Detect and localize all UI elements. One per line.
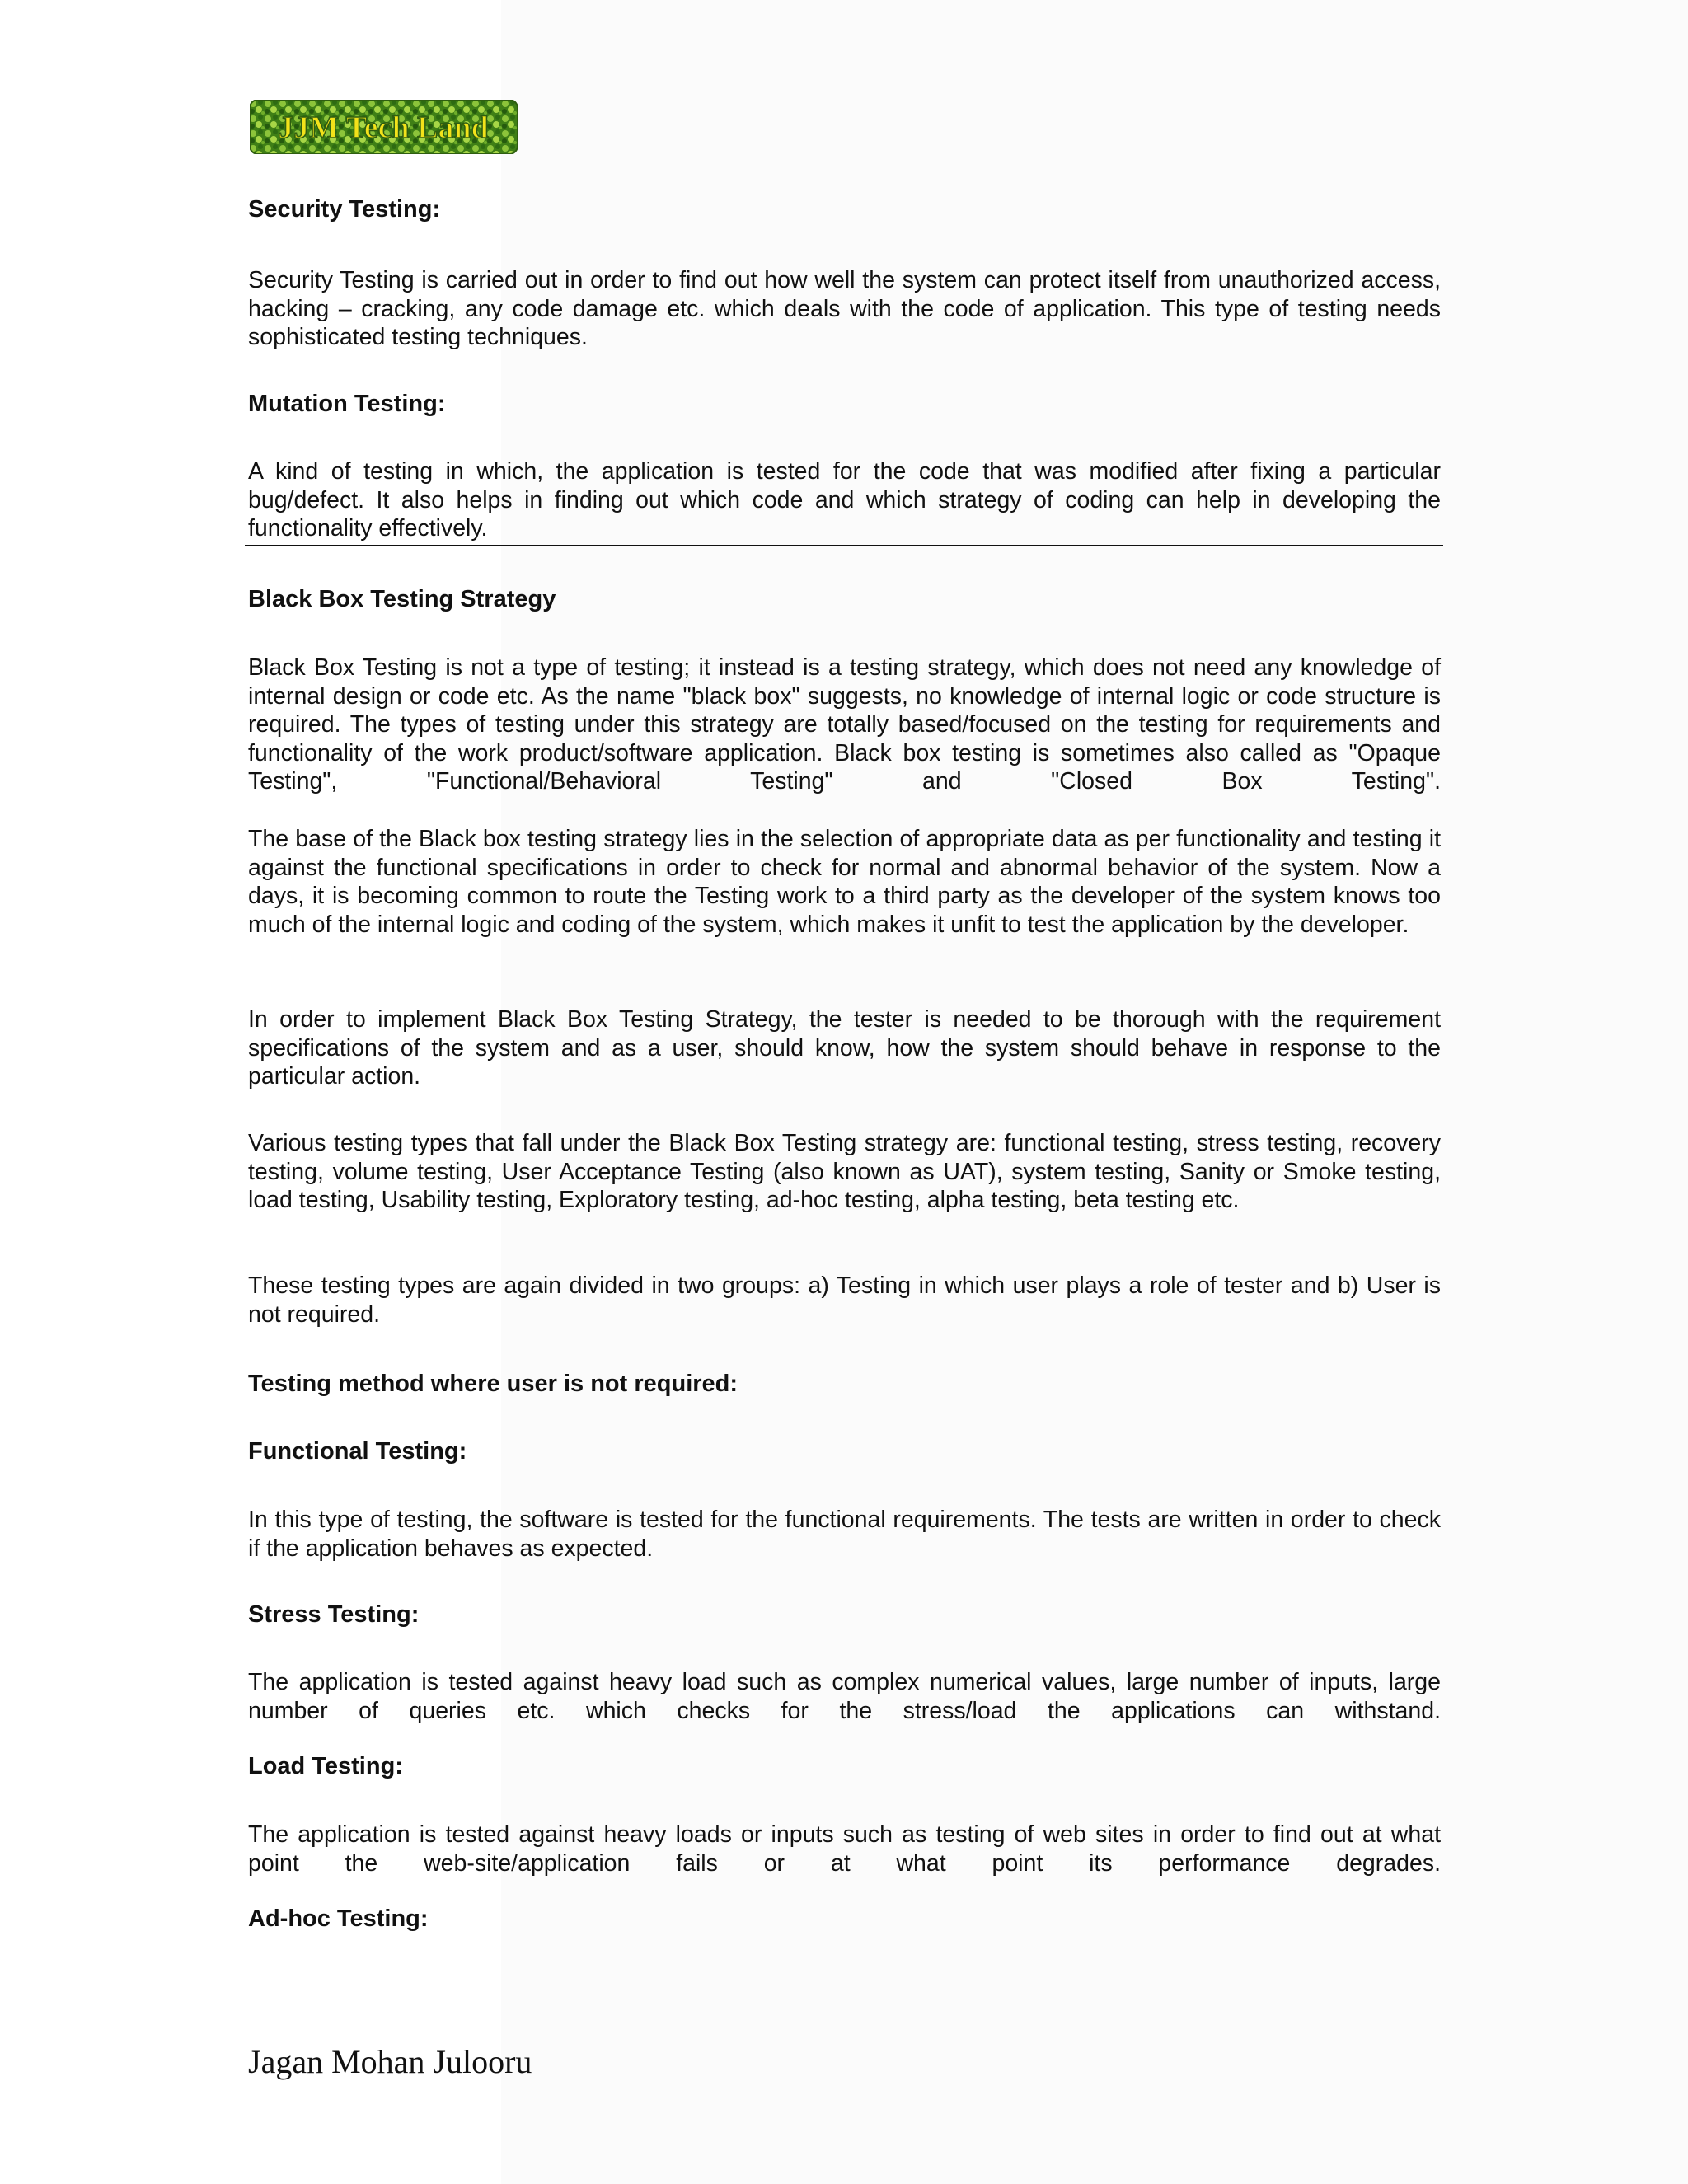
section-heading: Black Box Testing Strategy: [248, 586, 556, 612]
black-box-strategy-section: [248, 584, 1441, 614]
stress-testing-body-wrap: [248, 1668, 1441, 1725]
adhoc-testing-section: [248, 1904, 1441, 1933]
horizontal-divider: [245, 545, 1443, 546]
section-paragraph: The application is tested against heavy load such as complex numerical values, large number of inputs, large number of queries etc. which checks for the stress/load the applications can withstand.: [248, 1669, 1441, 1724]
security-testing-section: [248, 194, 1441, 224]
section-paragraph: In order to implement Black Box Testing Strategy, the tester is needed to be thorough with the requirement specifications of the system and as a user, should know, how the system should behave in response to the particular action.: [248, 1006, 1441, 1090]
functional-testing-body-wrap: [248, 1506, 1441, 1563]
stress-testing-section: [248, 1600, 1441, 1629]
section-heading: Testing method where user is not required:: [248, 1371, 738, 1397]
section-heading: Load Testing:: [248, 1753, 403, 1779]
load-testing-body-wrap: [248, 1821, 1441, 1877]
jjm-tech-land-logo: [250, 100, 518, 154]
section-paragraph: In this type of testing, the software is tested for the functional requirements. The tests are written in order to check if the application behaves as expected.: [248, 1507, 1441, 1562]
section-paragraph: Various testing types that fall under the Black Box Testing strategy are: functional testing, stress testing, recovery testing, volume testing, User Acceptance Testing (also known as UAT), system testing, Sanity or Smoke testing, load testing, Usability testing, Exploratory testing, ad-hoc testing, alpha testing, beta testing etc.: [248, 1130, 1441, 1213]
section-heading: Functional Testing:: [248, 1438, 467, 1465]
black-box-paragraph-3-wrap: [248, 1005, 1441, 1091]
load-testing-section: [248, 1751, 1441, 1781]
user-not-required-section: [248, 1369, 1441, 1399]
functional-testing-section: [248, 1436, 1441, 1466]
black-box-paragraph-2-wrap: [248, 825, 1441, 939]
section-paragraph: Black Box Testing is not a type of testing; it instead is a testing strategy, which does not need any knowledge of internal design or code etc. As the name "black box" suggests, no knowledge of internal logic or code structure is required. The types of testing under this strategy are totally based/focused on the testing for requirements and functionality of the work product/software application. Black box testing is sometimes also called as "Opaque Testing", "Functional/Behavioral Testing" and "Closed Box Testing".: [248, 654, 1441, 794]
logo-text: JJM Tech Land: [278, 110, 489, 145]
section-heading: Stress Testing:: [248, 1601, 420, 1628]
section-paragraph: The base of the Black box testing strategy lies in the selection of appropriate data as per functionality and testing it against the functional specifications in order to check for normal and abnormal behavior of the system. Now a days, it is becoming common to route the Testing work to a third party as the developer of the system knows too much of the internal logic and coding of the system, which makes it unfit to test the application by the developer.: [248, 826, 1441, 938]
section-paragraph: A kind of testing in which, the application is tested for the code that was modified after fixing a particular bug/defect. It also helps in finding out which code and which strategy of coding can help in developing the functionality effectively.: [248, 458, 1441, 541]
black-box-paragraph-1-wrap: [248, 654, 1441, 796]
section-paragraph: Security Testing is carried out in order to find out how well the system can protect itself from unauthorized access, hacking – cracking, any code damage etc. which deals with the code of application. This type of testing needs sophisticated testing techniques.: [248, 267, 1441, 350]
section-heading: Ad-hoc Testing:: [248, 1905, 429, 1932]
section-heading: Mutation Testing:: [248, 391, 446, 417]
mutation-testing-section: [248, 389, 1441, 419]
black-box-paragraph-4-wrap: [248, 1129, 1441, 1215]
section-heading: Security Testing:: [248, 196, 441, 223]
section-paragraph: The application is tested against heavy loads or inputs such as testing of web sites in order to find out at what point the web-site/application fails or at what point its performance degrades.: [248, 1821, 1441, 1877]
mutation-testing-body-wrap: [248, 457, 1441, 543]
security-testing-body-wrap: [248, 266, 1441, 352]
section-paragraph: These testing types are again divided in two groups: a) Testing in which user plays a role of tester and b) User is not required.: [248, 1272, 1441, 1328]
footer-author: Jagan Mohan Julooru: [248, 2043, 532, 2080]
black-box-paragraph-5-wrap: [248, 1272, 1441, 1329]
